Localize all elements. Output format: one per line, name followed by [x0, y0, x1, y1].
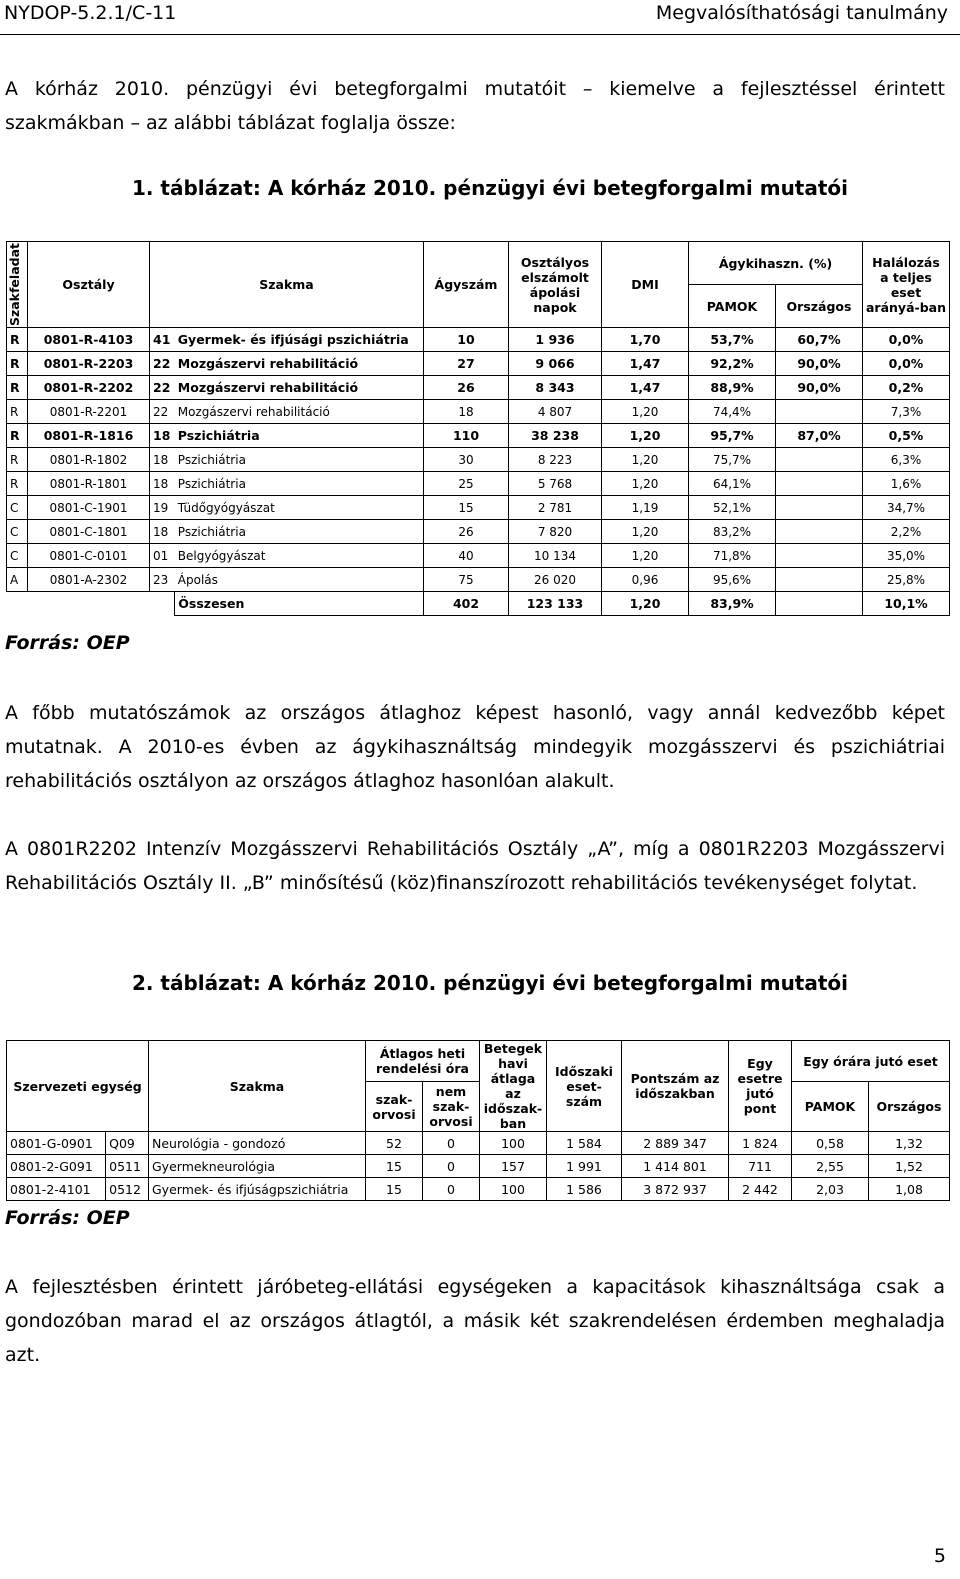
col-agyszam: Ágyszám: [424, 242, 509, 328]
row-szakfeladat: R: [7, 352, 28, 376]
row-orszagos: [776, 520, 863, 544]
col-atlagos-heti: Átlagos heti rendelési óra: [366, 1041, 480, 1082]
row-esetszam: 1 584: [547, 1132, 622, 1155]
col-szakma: Szakma: [150, 242, 424, 328]
row-szakorvosi: 15: [366, 1178, 423, 1201]
row-nem-szakorvosi: 0: [423, 1132, 480, 1155]
row-szakma: Mozgászervi rehabilitáció: [175, 352, 424, 376]
row-dmi: 0,96: [602, 568, 689, 592]
row-agyszam: 18: [424, 400, 509, 424]
col-egy-eset: Egy esetre jutó pont: [729, 1041, 792, 1132]
col-orszagos2: Országos: [869, 1082, 950, 1132]
row-kod: 18: [150, 472, 175, 496]
row-pontszam: 3 872 937: [622, 1178, 729, 1201]
row-egyseg: 0801-2-G091: [7, 1155, 106, 1178]
row-halalozas: 0,0%: [863, 328, 950, 352]
col-nem-szakorvosi: nem szak-orvosi: [423, 1082, 480, 1132]
row-kod: 22: [150, 352, 175, 376]
row-orszagos: [776, 448, 863, 472]
row-szakorvosi: 52: [366, 1132, 423, 1155]
col-pamok: PAMOK: [689, 285, 776, 328]
row-apolasi-napok: 9 066: [509, 352, 602, 376]
row-apolasi-napok: 2 781: [509, 496, 602, 520]
row-szakfeladat: R: [7, 448, 28, 472]
row-osztaly: 0801-R-2201: [28, 400, 150, 424]
row-dmi: 1,20: [602, 400, 689, 424]
row-halalozas: 0,2%: [863, 376, 950, 400]
col-apolasi-napok: Osztályos elszámolt ápolási napok: [509, 242, 602, 328]
row-kod: 18: [150, 424, 175, 448]
total-pamok: 83,9%: [689, 592, 776, 616]
row-kod: 22: [150, 376, 175, 400]
row-apolasi-napok: 5 768: [509, 472, 602, 496]
row-kod: 18: [150, 520, 175, 544]
table-row: [7, 328, 950, 352]
row-orszagos: [776, 568, 863, 592]
table-row: [7, 1178, 950, 1201]
table-row: [7, 544, 950, 568]
table-row: [7, 520, 950, 544]
row-szakfeladat: R: [7, 376, 28, 400]
total-apolasi-napok: 123 133: [509, 592, 602, 616]
table-row: [7, 1155, 950, 1178]
row-egy-eset: 1 824: [729, 1132, 792, 1155]
document-title: Megvalósíthatósági tanulmány: [655, 2, 948, 24]
row-orszagos: 1,08: [869, 1178, 950, 1201]
row-agyszam: 10: [424, 328, 509, 352]
row-szakma: Pszichiátria: [175, 424, 424, 448]
row-szakfeladat: R: [7, 328, 28, 352]
total-halalozas: 10,1%: [863, 592, 950, 616]
row-szakfeladat: R: [7, 472, 28, 496]
row-dmi: 1,20: [602, 472, 689, 496]
row-szakma: Mozgászervi rehabilitáció: [175, 400, 424, 424]
row-agyszam: 26: [424, 376, 509, 400]
row-egy-eset: 711: [729, 1155, 792, 1178]
row-orszagos: 87,0%: [776, 424, 863, 448]
row-pamok: 83,2%: [689, 520, 776, 544]
row-osztaly: 0801-A-2302: [28, 568, 150, 592]
col-betegek: Betegek havi átlaga az időszak-ban: [480, 1041, 547, 1132]
row-osztaly: 0801-R-2203: [28, 352, 150, 376]
row-pamok: 0,58: [792, 1132, 869, 1155]
row-pamok: 92,2%: [689, 352, 776, 376]
total-label: Összesen: [175, 592, 424, 616]
row-orszagos: [776, 544, 863, 568]
col-esetszam: Időszaki eset-szám: [547, 1041, 622, 1132]
col-dmi: DMI: [602, 242, 689, 328]
col-osztaly: Osztály: [28, 242, 150, 328]
row-osztaly: 0801-R-4103: [28, 328, 150, 352]
row-szakfeladat: R: [7, 424, 28, 448]
row-osztaly: 0801-C-0101: [28, 544, 150, 568]
row-szakma: Mozgászervi rehabilitáció: [175, 376, 424, 400]
col-szakorvosi: szak-orvosi: [366, 1082, 423, 1132]
row-apolasi-napok: 8 223: [509, 448, 602, 472]
total-row: [7, 592, 950, 616]
row-esetszam: 1 586: [547, 1178, 622, 1201]
row-betegek: 100: [480, 1132, 547, 1155]
row-kod: 19: [150, 496, 175, 520]
row-osztaly: 0801-C-1801: [28, 520, 150, 544]
row-orszagos: 90,0%: [776, 352, 863, 376]
document-code: NYDOP-5.2.1/C-11: [4, 2, 177, 24]
row-kod: 22: [150, 400, 175, 424]
row-dmi: 1,20: [602, 424, 689, 448]
row-agyszam: 15: [424, 496, 509, 520]
row-pamok: 64,1%: [689, 472, 776, 496]
row-orszagos: 90,0%: [776, 376, 863, 400]
table2-source: Forrás: OEP: [5, 1207, 130, 1229]
paragraph-1: A főbb mutatószámok az országos átlaghoz képest hasonló, vagy annál kedvezőbb képet mutatnak. A 2010-es évben az ágykihasználtság mindegyik mozgásszervi és pszichiátriai rehabilitációs osztályon az országos átlaghoz hasonlóan alakult.: [5, 702, 945, 792]
row-szakfeladat: C: [7, 544, 28, 568]
row-pamok: 71,8%: [689, 544, 776, 568]
row-halalozas: 7,3%: [863, 400, 950, 424]
row-pamok: 88,9%: [689, 376, 776, 400]
intro-paragraph: A kórház 2010. pénzügyi évi betegforgalmi mutatóit – kiemelve a fejlesztéssel érintett szakmákban – az alábbi táblázat foglalja össze:: [5, 78, 945, 134]
row-pamok: 2,55: [792, 1155, 869, 1178]
row-szakfeladat: A: [7, 568, 28, 592]
col-orszagos: Országos: [776, 285, 863, 328]
row-szakma: Pszichiátria: [175, 472, 424, 496]
row-halalozas: 35,0%: [863, 544, 950, 568]
row-osztaly: 0801-R-1802: [28, 448, 150, 472]
row-pamok: 53,7%: [689, 328, 776, 352]
col-szakfeladat: Szakfeladat: [7, 242, 28, 328]
row-kod: 41: [150, 328, 175, 352]
row-pamok: 2,03: [792, 1178, 869, 1201]
row-kod: Q09: [106, 1132, 149, 1155]
row-szakfeladat: C: [7, 496, 28, 520]
row-szakma: Gyermek- és ifjúsági pszichiátria: [175, 328, 424, 352]
row-halalozas: 6,3%: [863, 448, 950, 472]
row-apolasi-napok: 26 020: [509, 568, 602, 592]
row-apolasi-napok: 1 936: [509, 328, 602, 352]
row-orszagos: [776, 496, 863, 520]
table-row: [7, 400, 950, 424]
row-dmi: 1,20: [602, 544, 689, 568]
paragraph-3: A fejlesztésben érintett járóbeteg-ellátási egységeken a kapacitások kihasználtsága csak a gondozóban marad el az országos átlagtól, a másik két szakrendelésen érdemben meghaladja azt.: [5, 1276, 945, 1366]
row-szakma: Pszichiátria: [175, 448, 424, 472]
row-kod: 0511: [106, 1155, 149, 1178]
row-dmi: 1,70: [602, 328, 689, 352]
row-esetszam: 1 991: [547, 1155, 622, 1178]
row-pamok: 74,4%: [689, 400, 776, 424]
row-nem-szakorvosi: 0: [423, 1178, 480, 1201]
row-szakfeladat: R: [7, 400, 28, 424]
row-apolasi-napok: 4 807: [509, 400, 602, 424]
row-pontszam: 1 414 801: [622, 1155, 729, 1178]
table-row: [7, 448, 950, 472]
row-szakma: Pszichiátria: [175, 520, 424, 544]
row-halalozas: 0,5%: [863, 424, 950, 448]
row-pamok: 75,7%: [689, 448, 776, 472]
row-szakfeladat: C: [7, 520, 28, 544]
table-row: [7, 568, 950, 592]
row-orszagos: [776, 400, 863, 424]
table-row: [7, 496, 950, 520]
total-agyszam: 402: [424, 592, 509, 616]
row-osztaly: 0801-R-1816: [28, 424, 150, 448]
row-szakma: Ápolás: [175, 568, 424, 592]
total-dmi: 1,20: [602, 592, 689, 616]
table1-caption: 1. táblázat: A kórház 2010. pénzügyi évi betegforgalmi mutatói: [131, 176, 849, 200]
row-nem-szakorvosi: 0: [423, 1155, 480, 1178]
row-betegek: 100: [480, 1178, 547, 1201]
table1-source: Forrás: OEP: [5, 632, 130, 654]
row-orszagos: 1,52: [869, 1155, 950, 1178]
row-halalozas: 25,8%: [863, 568, 950, 592]
table2: [6, 1040, 950, 1201]
row-kod: 01: [150, 544, 175, 568]
row-kod: 0512: [106, 1178, 149, 1201]
page-number: 5: [933, 1545, 946, 1567]
row-dmi: 1,19: [602, 496, 689, 520]
row-agyszam: 75: [424, 568, 509, 592]
row-apolasi-napok: 7 820: [509, 520, 602, 544]
table2-caption: 2. táblázat: A kórház 2010. pénzügyi évi betegforgalmi mutatói: [131, 971, 849, 995]
table-row: [7, 352, 950, 376]
row-szakorvosi: 15: [366, 1155, 423, 1178]
row-osztaly: 0801-C-1901: [28, 496, 150, 520]
row-egy-eset: 2 442: [729, 1178, 792, 1201]
row-agyszam: 40: [424, 544, 509, 568]
row-orszagos: [776, 472, 863, 496]
row-kod: 18: [150, 448, 175, 472]
row-betegek: 157: [480, 1155, 547, 1178]
total-blank: [7, 592, 175, 616]
col-egy-ora: Egy órára jutó eset: [792, 1041, 950, 1082]
row-halalozas: 2,2%: [863, 520, 950, 544]
table-row: [7, 424, 950, 448]
col-szakma2: Szakma: [149, 1041, 366, 1132]
row-dmi: 1,20: [602, 448, 689, 472]
row-halalozas: 0,0%: [863, 352, 950, 376]
row-agyszam: 27: [424, 352, 509, 376]
row-apolasi-napok: 10 134: [509, 544, 602, 568]
row-szakma: Neurológia - gondozó: [149, 1132, 366, 1155]
table-row: [7, 472, 950, 496]
row-pamok: 95,6%: [689, 568, 776, 592]
row-agyszam: 30: [424, 448, 509, 472]
row-szakma: Tüdőgyógyászat: [175, 496, 424, 520]
row-halalozas: 1,6%: [863, 472, 950, 496]
col-pamok2: PAMOK: [792, 1082, 869, 1132]
row-agyszam: 26: [424, 520, 509, 544]
row-apolasi-napok: 8 343: [509, 376, 602, 400]
row-szakma: Gyermekneurológia: [149, 1155, 366, 1178]
col-halalozas: Halálozás a teljes eset arányá-ban: [863, 242, 950, 328]
row-agyszam: 25: [424, 472, 509, 496]
row-orszagos: 1,32: [869, 1132, 950, 1155]
col-pontszam: Pontszám az időszakban: [622, 1041, 729, 1132]
row-osztaly: 0801-R-1801: [28, 472, 150, 496]
row-halalozas: 34,7%: [863, 496, 950, 520]
col-egyseg: Szervezeti egység: [7, 1041, 149, 1132]
paragraph-2: A 0801R2202 Intenzív Mozgásszervi Rehabilitációs Osztály „A”, míg a 0801R2203 Mozgásszervi Rehabilitációs Osztály II. „B” minősítésű (köz)finanszírozott rehabilitációs tevékenységet folytat.: [5, 838, 945, 894]
row-agyszam: 110: [424, 424, 509, 448]
table-row: [7, 1132, 950, 1155]
row-dmi: 1,20: [602, 520, 689, 544]
page-header: [0, 0, 960, 35]
row-pamok: 52,1%: [689, 496, 776, 520]
table1: [6, 241, 950, 616]
row-dmi: 1,47: [602, 376, 689, 400]
row-osztaly: 0801-R-2202: [28, 376, 150, 400]
row-szakma: Gyermek- és ifjúságpszichiátria: [149, 1178, 366, 1201]
total-orszagos: [776, 592, 863, 616]
row-dmi: 1,47: [602, 352, 689, 376]
col-agykihaszn: Ágykihaszn. (%): [689, 242, 863, 285]
row-pontszam: 2 889 347: [622, 1132, 729, 1155]
row-apolasi-napok: 38 238: [509, 424, 602, 448]
row-pamok: 95,7%: [689, 424, 776, 448]
row-egyseg: 0801-2-4101: [7, 1178, 106, 1201]
row-szakma: Belgyógyászat: [175, 544, 424, 568]
table-row: [7, 376, 950, 400]
row-kod: 23: [150, 568, 175, 592]
row-orszagos: 60,7%: [776, 328, 863, 352]
row-egyseg: 0801-G-0901: [7, 1132, 106, 1155]
